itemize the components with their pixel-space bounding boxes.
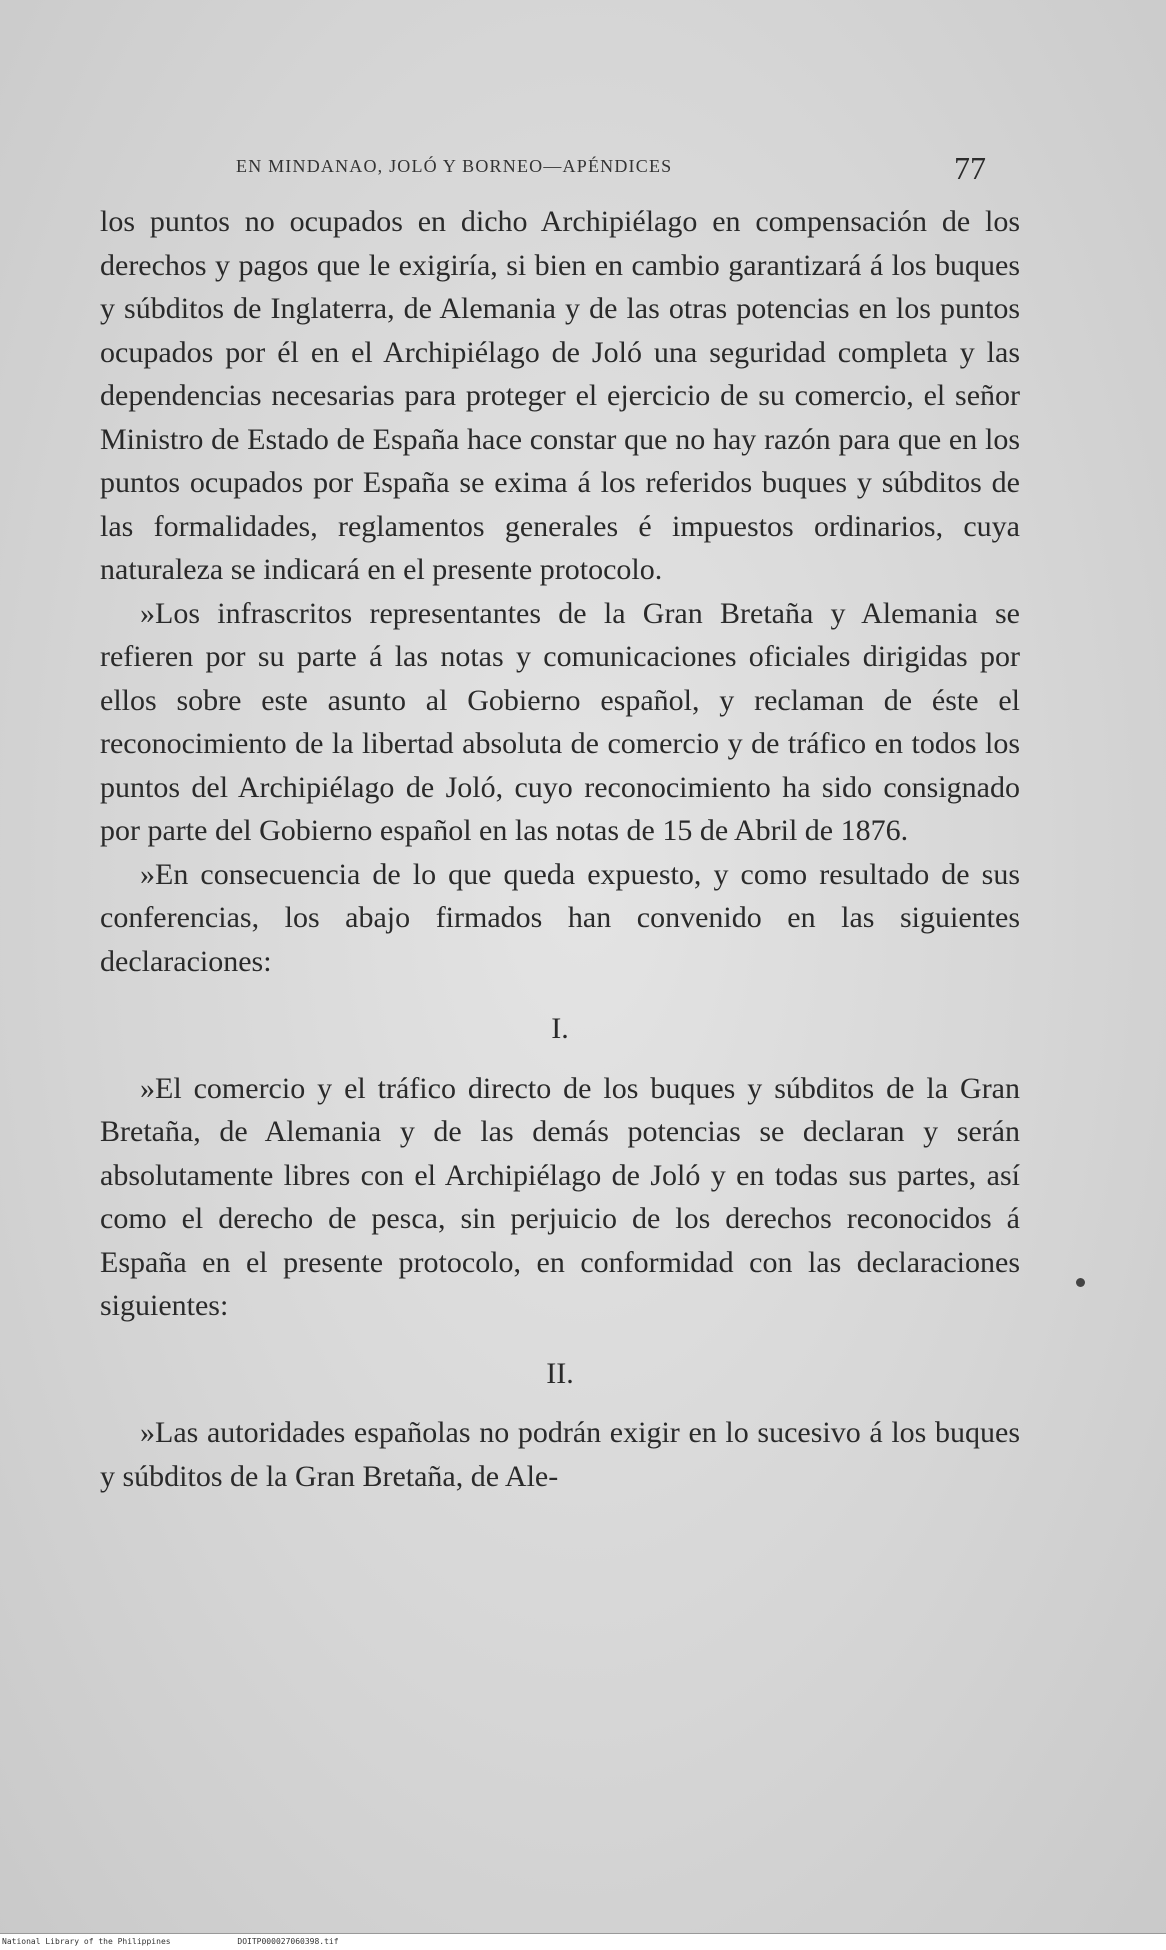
paragraph: »En consecuencia de lo que queda expuesto, y como resultado de sus conferencias, los abajo firmados han convenido en las siguientes declaraciones: (100, 857, 1020, 978)
footer-file-id: DOITP000027060398.tif (237, 1937, 339, 1946)
paragraph: »El comercio y el tráfico directo de los buques y súbditos de la Gran Bretaña, de Alemania y de las demás potencias se declaran y serán absolutamente libres con el Archipiélago de Joló y en todas sus partes, así como el derecho de pesca, sin perjuicio de los derechos reconocidos á España en el presente protocolo, en conformidad con las declaraciones siguientes: (100, 1071, 1020, 1322)
paragraph: »Las autoridades españolas no podrán exigir en lo sucesivo á los buques y súbditos de la Gran Bretaña, de Ale- (100, 1416, 1020, 1493)
ink-speck (1076, 1278, 1085, 1287)
scan-footer (0, 1933, 1166, 1950)
page-number: 77 (954, 150, 986, 186)
paragraph-continued: los puntos no ocupados en dicho Archipiélago en compensación de los derechos y pagos que le exigiría, si bien en cambio garantizará á los buques y súbditos de Inglaterra, de Alemania y de las otras potencias en los puntos ocupados por él en el Archipiélago de Joló una seguridad completa y las dependencias necesarias para proteger el ejercicio de su comercio, el señor Ministro de Estado de España hace constar que no hay razón para que en los puntos ocupados por España se exima á los referidos buques y súbditos de las formalidades, reglamentos generales é impuestos ordinarios, cuya naturaleza se indicará en el presente protocolo. (100, 205, 1020, 586)
page-header (236, 150, 1016, 190)
footer-library: National Library of the Philippines (2, 1937, 171, 1946)
paragraph: »Los infrascritos representantes de la Gran Bretaña y Alemania se refieren por su parte á las notas y comunicaciones oficiales dirigidas por ellos sobre este asunto al Gobierno español, y reclaman de éste el reconocimiento de la libertad absoluta de comercio y de tráfico en todos los puntos del Archipiélago de Joló, cuyo reconocimiento ha sido consignado por parte del Gobierno español en las notas de 15 de Abril de 1876. (100, 596, 1020, 847)
section-number: II. (546, 1356, 574, 1390)
body-text (100, 200, 1020, 1498)
running-head: EN MINDANAO, JOLÓ Y BORNEO—APÉNDICES (236, 156, 673, 176)
section-number: I. (551, 1012, 569, 1045)
